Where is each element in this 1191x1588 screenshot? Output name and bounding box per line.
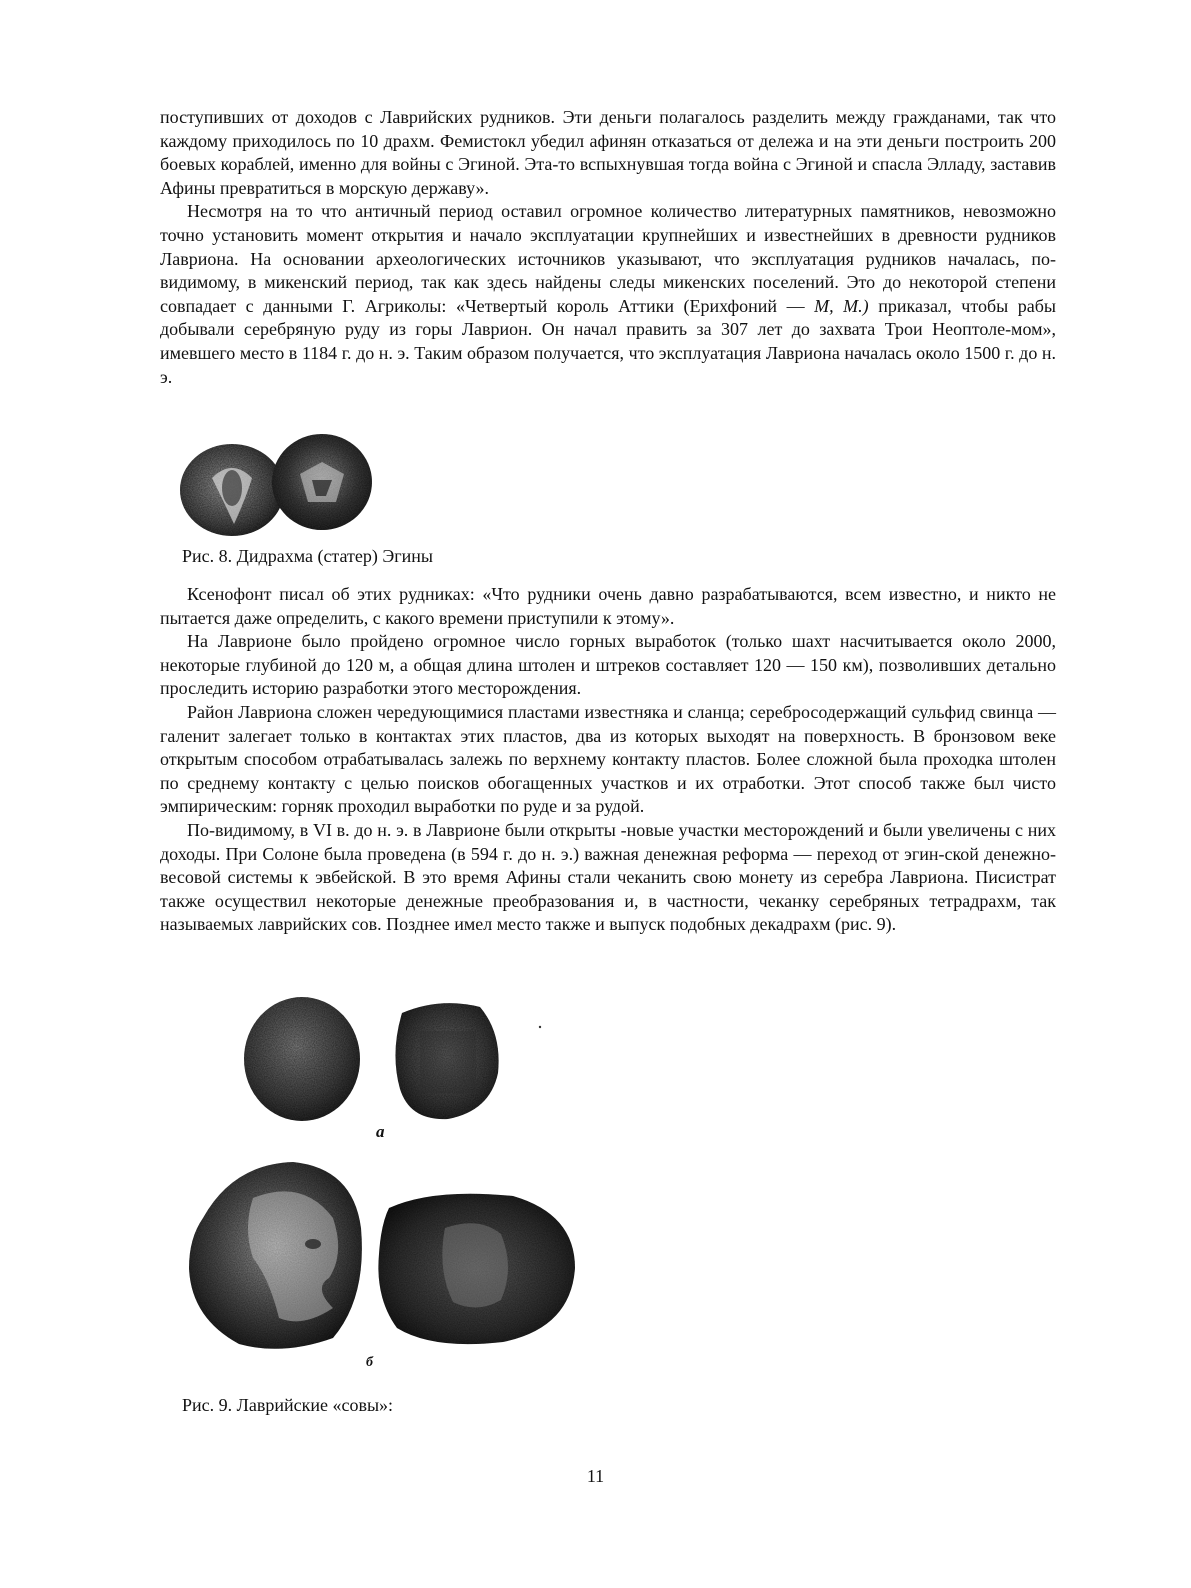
paragraph-5: Район Лавриона сложен чередующимися пластами известняка и сланца; серебросодержащий сульфид свинца — галенит залегает только в контактах этих пластов, два из которых выходят на поверхность. В бронзовом веке открытым способом отрабатывалась залежь по верхнему контакту пластов. Более сложной была проходка штолен по среднему контакту с целью поисков обогащенных участков и их отработки. Этот способ также был чисто эмпирическим: горняк проходил выработки по руде и за рудой. xyxy=(160,701,1056,817)
paragraph-1: поступивших от доходов с Лаврийских рудников. Эти деньги полагалось разделить между гражданами, так что каждому приходилось по 10 драхм. Фемистокл убедил афинян отказаться от дележа и на эти деньги построить 200 боевых кораблей, именно для войны с Эгиной. Эта-то вспыхнувшая тогда война с Эгиной и спасла Элладу, заставив Афины превратиться в морскую державу». xyxy=(160,107,1056,198)
figure-9-label-b: б xyxy=(366,1355,373,1370)
figure-9-caption: Рис. 9. Лаврийские «совы»: xyxy=(182,1395,394,1415)
owl-coin-a-obverse xyxy=(244,997,360,1121)
paragraph-6: По-видимому, в VI в. до н. э. в Лаврионе были открыты -новые участки месторождений и были увеличены с них доходы. При Солоне была проведена (в 594 г. до н. э.) важная денежная реформа — переход от эгин-ской денежно-весовой системы к эвбейской. В это время Афины стали чеканить свою монету из серебра Лавриона. Писистрат также осуществил некоторые денежные преобразования и, в частности, чеканку серебряных тетрадрахм, так называемых лаврийских сов. Позднее имел место также и выпуск подобных декадрахм (рис. 9). xyxy=(160,819,1056,935)
figure-8-coins-image xyxy=(176,432,376,536)
paragraph-3: Ксенофонт писал об этих рудниках: «Что рудники очень давно разрабатываются, всем известно, и никто не пытается даже определить, с какого времени приступили к этому». xyxy=(160,584,1056,628)
owl-coin-a-reverse xyxy=(395,1003,498,1119)
figure-9a-coins-image xyxy=(240,993,550,1123)
paragraph-2-part-2: приказал, чтобы рабы добывали серебряную руду из горы Лаврион. Он начал править за 307 лет до захвата Трои Неоптоле-мом», имевшего место в 1184 г. до н. э. Таким образом получается, что эксплуатация Лавриона началась около 1500 г. до н. э. xyxy=(160,295,1056,387)
text-block-bottom xyxy=(160,583,1056,937)
aegina-coin-reverse xyxy=(272,434,372,530)
athena-decadrachm-obverse xyxy=(189,1162,362,1349)
figure-8-caption: Рис. 8. Дидрахма (статер) Эгины xyxy=(182,546,434,566)
paragraph-2-italic: М, М.) xyxy=(814,295,869,316)
page-number: 11 xyxy=(586,1466,605,1486)
owl-decadrachm-reverse xyxy=(378,1194,575,1344)
paragraph-4: На Лаврионе было пройдено огромное число горных выработок (только шахт насчитывается около 2000, некоторые глубиной до 120 м, а общая длина штолен и штреков составляет 120 — 150 км), позволивших детально проследить историю разработки этого месторождения. xyxy=(160,631,1056,699)
figure-9b-coins-image xyxy=(183,1158,583,1358)
text-block-top xyxy=(160,106,1056,389)
aegina-coin-obverse xyxy=(180,444,284,536)
paragraph-2-part-1: Несмотря на то что античный период оставил огромное количество литературных памятников, невозможно точно установить момент открытия и начало эксплуатации крупнейших и известнейших в древности рудников Лавриона. На основании археологических источников указывают, что эксплуатация рудников началась, по-видимому, в микенский период, так как здесь найдены следы микенских поселений. Это до некоторой степени совпадает с данными Г. Агриколы: «Четвертый король Аттики (Ерихфоний — xyxy=(160,201,1056,316)
figure-9-label-a: а xyxy=(376,1122,385,1141)
paragraph-2 xyxy=(160,200,1056,389)
